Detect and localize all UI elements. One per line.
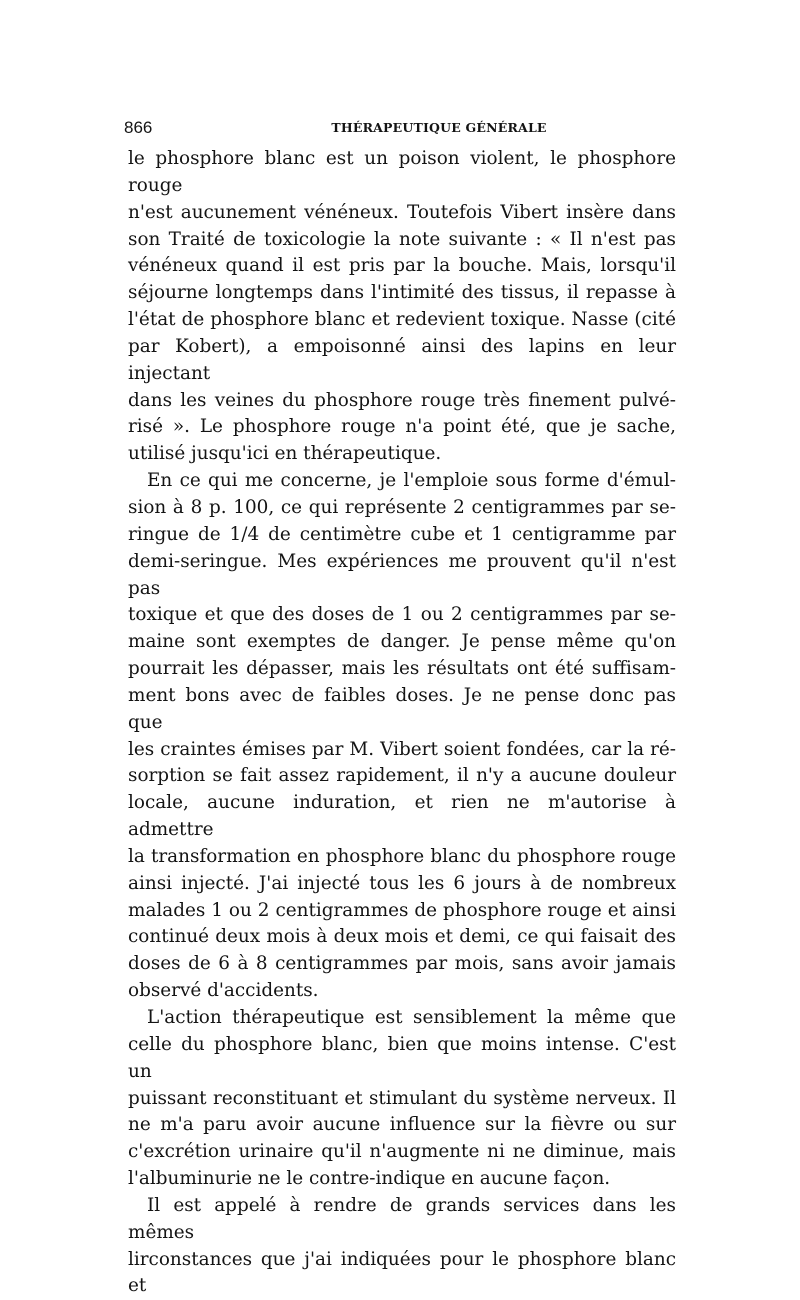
text-line: lirconstances que j'ai indiquées pour le phosphore blanc et <box>128 1248 676 1297</box>
text-line: locale, aucune induration, et rien ne m'autorise à admettre <box>128 792 676 841</box>
text-line: l'état de phosphore blanc et redevient toxique. Nasse (cité <box>128 309 676 331</box>
text-line: c'excrétion urinaire qu'il n'augmente ni ne diminue, mais <box>128 1141 676 1163</box>
text-line: ment bons avec de faibles doses. Je ne pense donc pas que <box>128 684 676 733</box>
text-line: demi-seringue. Mes expériences me prouvent qu'il n'est pas <box>128 550 676 599</box>
text-line: vénéneux quand il est pris par la bouche. Mais, lorsqu'il <box>128 255 676 277</box>
text-line: L'action thérapeutique est sensiblement la même que <box>147 1007 676 1028</box>
text-line: En ce qui me concerne, je l'emploie sous forme d'émul- <box>147 470 676 492</box>
text-line: malades 1 ou 2 centigrammes de phosphore rouge et ainsi <box>128 899 676 921</box>
text-line: l'albuminurie ne le contre-indique en aucune façon. <box>128 1168 611 1190</box>
text-line: dans les veines du phosphore rouge très finement pulvé- <box>128 389 676 411</box>
text-line: ainsi injecté. J'ai injecté tous les 6 jours à de nombreux <box>128 872 676 894</box>
text-line: séjourne longtemps dans l'intimité des tissus, il repasse à <box>128 282 676 304</box>
body-text <box>128 146 676 1300</box>
text-line: maine sont exemptes de danger. Je pense même qu'on <box>128 631 676 653</box>
text-line: continué deux mois à deux mois et demi, ce qui faisait des <box>128 926 676 948</box>
text-line: toxique et que des doses de 1 ou 2 centigrammes par se- <box>128 604 676 626</box>
text-line: ringue de 1/4 de centimètre cube et 1 centigramme par <box>128 523 676 545</box>
text-line: pourrait les dépasser, mais les résultats ont été suffisam- <box>128 658 676 680</box>
text-line: risé ». Le phosphore rouge n'a point été, que je sache, <box>128 416 676 438</box>
text-line: le phosphore blanc est un poison violent, le phosphore rouge <box>128 148 676 196</box>
page-number: 866 <box>124 118 153 137</box>
text-line: les craintes émises par M. Vibert soient fondées, car la ré- <box>128 738 676 760</box>
text-line: Il est appelé à rendre de grands services dans les mêmes <box>128 1194 676 1243</box>
text-line: observé d'accidents. <box>128 980 319 1002</box>
text-line: la transformation en phosphore blanc du phosphore rouge <box>128 845 676 867</box>
running-title: THÉRAPEUTIQUE GÉNÉRALE <box>331 120 547 135</box>
text-line: par Kobert), a empoisonné ainsi des lapins en leur injectant <box>128 335 676 384</box>
text-line: doses de 6 à 8 centigrammes par mois, sans avoir jamais <box>128 953 676 975</box>
text-line: sorption se fait assez rapidement, il n'y a aucune douleur <box>128 765 676 787</box>
text-line: son Traité de toxicologie la note suivante : « Il n'est pas <box>128 228 676 250</box>
text-line: puissant reconstituant et stimulant du système nerveux. Il <box>128 1087 676 1109</box>
text-line: celle du phosphore blanc, bien que moins intense. C'est un <box>128 1033 676 1082</box>
text-line: sion à 8 p. 100, ce qui représente 2 centigrammes par se- <box>128 496 676 518</box>
text-line: utilisé jusqu'ici en thérapeutique. <box>128 443 442 465</box>
text-line: n'est aucunement vénéneux. Toutefois Vibert insère dans <box>128 201 676 223</box>
page-header <box>124 116 676 140</box>
text-line: ne m'a paru avoir aucune influence sur la fièvre ou sur <box>128 1114 676 1136</box>
